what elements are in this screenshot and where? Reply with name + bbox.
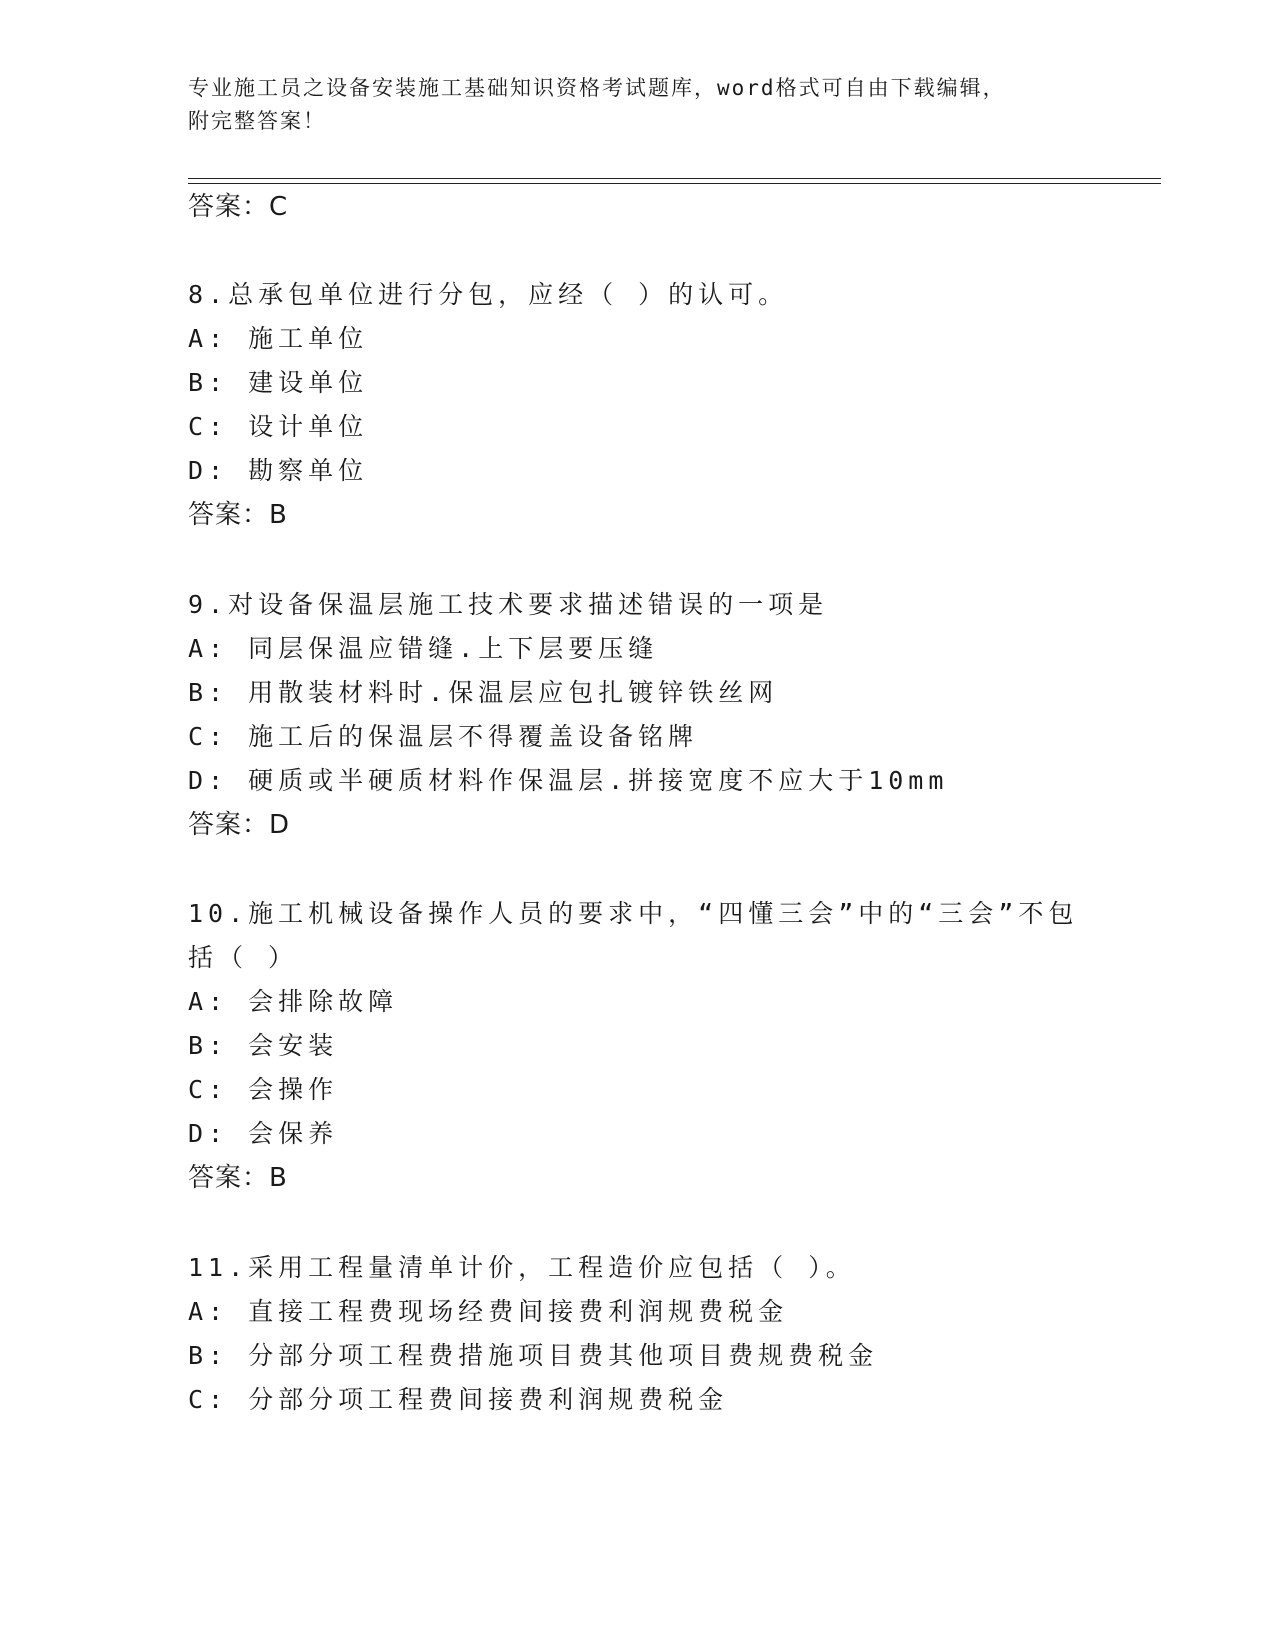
- option-b: B: 会安装: [188, 1031, 339, 1060]
- option-c: C: 会操作: [188, 1075, 339, 1104]
- answer-line: 答案：B: [188, 1163, 288, 1193]
- option-c: C: 设计单位: [188, 412, 369, 441]
- question-stem: 9.对设备保温层施工技术要求描述错误的一项是: [188, 590, 829, 619]
- option-a: A: 直接工程费现场经费间接费利润规费税金: [188, 1297, 789, 1326]
- question-stem: 11.采用工程量清单计价，工程造价应包括（ ）。: [188, 1253, 856, 1282]
- option-a: A: 会排除故障: [188, 987, 399, 1016]
- option-d: D: 勘察单位: [188, 456, 369, 485]
- header-rule-bottom: [188, 183, 1161, 184]
- option-a: A: 同层保温应错缝.上下层要压缝: [188, 634, 659, 663]
- header-rule-top: [188, 178, 1161, 179]
- answer-line: 答案：C: [188, 192, 289, 222]
- header-line-1: 专业施工员之设备安装施工基础知识资格考试题库，word格式可自由下载编辑，: [188, 76, 1006, 100]
- answer-line: 答案：D: [188, 810, 291, 840]
- option-d: D: 会保养: [188, 1119, 339, 1148]
- option-a: A: 施工单位: [188, 324, 369, 353]
- option-b: B: 分部分项工程费措施项目费其他项目费规费税金: [188, 1341, 879, 1370]
- option-d: D: 硬质或半硬质材料作保温层.拼接宽度不应大于10mm: [188, 766, 949, 795]
- answer-line: 答案：B: [188, 500, 288, 530]
- option-c: C: 分部分项工程费间接费利润规费税金: [188, 1385, 729, 1414]
- document-header: [188, 72, 1088, 138]
- header-line-2: 附完整答案！: [188, 109, 326, 133]
- question-stem-continued: 括（ ）: [188, 943, 299, 972]
- option-c: C: 施工后的保温层不得覆盖设备铭牌: [188, 722, 699, 751]
- question-stem: 10.施工机械设备操作人员的要求中，“四懂三会”中的“三会”不包: [188, 899, 1079, 928]
- question-stem: 8.总承包单位进行分包，应经（ ）的认可。: [188, 280, 789, 309]
- option-b: B: 用散装材料时.保温层应包扎镀锌铁丝网: [188, 678, 779, 707]
- option-b: B: 建设单位: [188, 368, 369, 397]
